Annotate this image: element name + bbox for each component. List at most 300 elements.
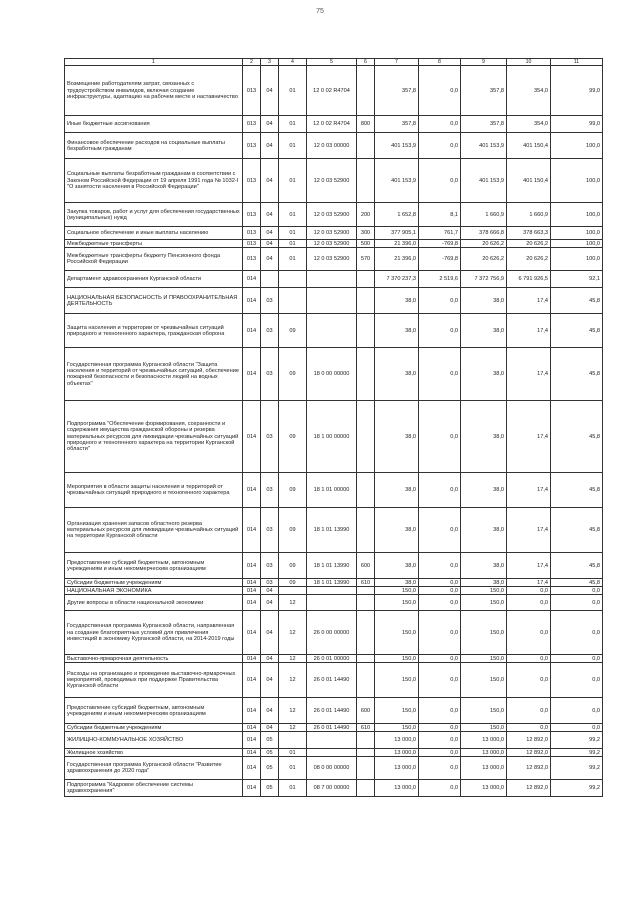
row-value-cell: 12 892,0 bbox=[507, 780, 551, 797]
table-row bbox=[65, 553, 603, 579]
row-value-cell: 0,0 bbox=[551, 587, 603, 595]
row-value-cell: 08 7 00 00000 bbox=[307, 780, 357, 797]
row-value-cell bbox=[357, 288, 375, 314]
row-value-cell: 354,0 bbox=[507, 66, 551, 116]
row-value-cell: 38,0 bbox=[375, 288, 419, 314]
table-row bbox=[65, 780, 603, 797]
row-value-cell: 45,8 bbox=[551, 288, 603, 314]
row-value-cell: 401 153,9 bbox=[375, 133, 419, 159]
row-value-cell: 12 bbox=[279, 724, 307, 732]
row-value-cell: 17,4 bbox=[507, 314, 551, 348]
row-value-cell: 0,0 bbox=[551, 611, 603, 655]
row-value-cell: 12 0 03 00000 bbox=[307, 133, 357, 159]
row-value-cell: 6 791 926,5 bbox=[507, 271, 551, 288]
table-row bbox=[65, 473, 603, 508]
row-value-cell: 26 0 01 14490 bbox=[307, 663, 357, 698]
row-value-cell: 1 660,9 bbox=[461, 203, 507, 227]
row-value-cell: 04 bbox=[261, 611, 279, 655]
row-value-cell: 150,0 bbox=[461, 724, 507, 732]
row-value-cell: 0,0 bbox=[507, 655, 551, 663]
row-value-cell: 01 bbox=[279, 749, 307, 757]
row-name-cell: Социальные выплаты безработным гражданам в соответствии с Законом Российской Федерации от 19 апреля 1991 года № 1032-I "О занятости населения в Российской Федерации" bbox=[65, 159, 243, 203]
row-value-cell: 12 bbox=[279, 655, 307, 663]
row-name-cell: Подпрограмма "Обеспечение формирования, сохранности и содержания имущества гражданской обороны и резерва материальных ресурсов для ликвидации чрезвычайных ситуаций природного и техногенного характера на территории Курганской области" bbox=[65, 401, 243, 473]
row-value-cell: 500 bbox=[357, 240, 375, 248]
row-value-cell bbox=[279, 271, 307, 288]
table-row bbox=[65, 271, 603, 288]
row-name-cell: Межбюджетные трансферты bbox=[65, 240, 243, 248]
row-value-cell: 0,0 bbox=[419, 663, 461, 698]
table-row bbox=[65, 116, 603, 133]
row-value-cell: 150,0 bbox=[375, 587, 419, 595]
row-value-cell: 0,0 bbox=[419, 698, 461, 724]
row-name-cell: Защита населения и территории от чрезвычайных ситуаций природного и техногенного характера, гражданская оборона bbox=[65, 314, 243, 348]
row-value-cell: 38,0 bbox=[461, 473, 507, 508]
row-value-cell: 04 bbox=[261, 655, 279, 663]
table-row bbox=[65, 66, 603, 116]
row-value-cell: 38,0 bbox=[375, 508, 419, 553]
row-value-cell bbox=[307, 271, 357, 288]
row-value-cell: 014 bbox=[243, 288, 261, 314]
row-name-cell: Государственная программа Курганской области "Развитие здравоохранения до 2020 года" bbox=[65, 757, 243, 780]
table-row bbox=[65, 732, 603, 749]
row-name-cell: Выставочно-ярмарочная деятельность bbox=[65, 655, 243, 663]
row-value-cell: 014 bbox=[243, 553, 261, 579]
row-value-cell: 401 150,4 bbox=[507, 133, 551, 159]
row-name-cell: Иные бюджетные ассигнования bbox=[65, 116, 243, 133]
row-value-cell: 99,2 bbox=[551, 757, 603, 780]
row-value-cell: 38,0 bbox=[375, 473, 419, 508]
row-value-cell: 014 bbox=[243, 579, 261, 587]
row-value-cell: 357,8 bbox=[461, 116, 507, 133]
table-row bbox=[65, 757, 603, 780]
row-name-cell: Жилищное хозяйство bbox=[65, 749, 243, 757]
row-value-cell: 013 bbox=[243, 159, 261, 203]
row-value-cell bbox=[357, 473, 375, 508]
row-value-cell: 17,4 bbox=[507, 579, 551, 587]
row-value-cell: 0,0 bbox=[419, 159, 461, 203]
header-cell: 3 bbox=[261, 59, 279, 66]
row-value-cell: 12 0 02 R4704 bbox=[307, 66, 357, 116]
row-value-cell: 05 bbox=[261, 780, 279, 797]
row-value-cell: 99,0 bbox=[551, 66, 603, 116]
row-value-cell: 13 000,0 bbox=[461, 757, 507, 780]
row-value-cell bbox=[357, 587, 375, 595]
row-value-cell: 12 892,0 bbox=[507, 757, 551, 780]
row-value-cell bbox=[357, 66, 375, 116]
row-value-cell: 014 bbox=[243, 724, 261, 732]
header-cell: 8 bbox=[419, 59, 461, 66]
row-value-cell bbox=[357, 401, 375, 473]
row-value-cell: 99,0 bbox=[551, 116, 603, 133]
row-value-cell: 09 bbox=[279, 579, 307, 587]
table-row bbox=[65, 698, 603, 724]
header-cell: 5 bbox=[307, 59, 357, 66]
row-value-cell bbox=[357, 159, 375, 203]
row-value-cell: 04 bbox=[261, 240, 279, 248]
row-value-cell: 04 bbox=[261, 724, 279, 732]
row-value-cell: 38,0 bbox=[461, 348, 507, 401]
row-value-cell: 01 bbox=[279, 227, 307, 240]
row-value-cell: 100,0 bbox=[551, 227, 603, 240]
row-value-cell: 014 bbox=[243, 655, 261, 663]
row-value-cell: 150,0 bbox=[375, 724, 419, 732]
row-value-cell: 150,0 bbox=[461, 587, 507, 595]
row-value-cell bbox=[357, 271, 375, 288]
row-value-cell: 04 bbox=[261, 663, 279, 698]
row-value-cell: 17,4 bbox=[507, 401, 551, 473]
table-row bbox=[65, 159, 603, 203]
row-value-cell: 38,0 bbox=[375, 553, 419, 579]
table-row bbox=[65, 203, 603, 227]
row-value-cell: 12 0 03 52900 bbox=[307, 159, 357, 203]
row-value-cell: 150,0 bbox=[375, 663, 419, 698]
row-value-cell: 04 bbox=[261, 66, 279, 116]
row-value-cell: 45,8 bbox=[551, 553, 603, 579]
page-number: 75 bbox=[316, 8, 324, 15]
row-value-cell: 013 bbox=[243, 133, 261, 159]
row-value-cell: 13 000,0 bbox=[461, 732, 507, 749]
table-row bbox=[65, 749, 603, 757]
row-value-cell: 38,0 bbox=[375, 314, 419, 348]
table-row bbox=[65, 579, 603, 587]
row-value-cell: 04 bbox=[261, 227, 279, 240]
row-value-cell: 013 bbox=[243, 66, 261, 116]
row-value-cell: 0,0 bbox=[419, 116, 461, 133]
table-row bbox=[65, 348, 603, 401]
row-value-cell: 12 0 03 52900 bbox=[307, 227, 357, 240]
row-value-cell: 354,0 bbox=[507, 116, 551, 133]
header-cell: 6 bbox=[357, 59, 375, 66]
row-value-cell: 17,4 bbox=[507, 288, 551, 314]
row-value-cell: 401 150,4 bbox=[507, 159, 551, 203]
row-value-cell: 0,0 bbox=[419, 66, 461, 116]
row-value-cell: 13 000,0 bbox=[375, 757, 419, 780]
row-name-cell: Мероприятия в области защиты населения и территорий от чрезвычайных ситуаций природного и техногенного характера bbox=[65, 473, 243, 508]
row-value-cell: 014 bbox=[243, 749, 261, 757]
row-value-cell: 0,0 bbox=[419, 508, 461, 553]
row-value-cell: 01 bbox=[279, 248, 307, 271]
row-value-cell bbox=[279, 587, 307, 595]
row-value-cell: 014 bbox=[243, 508, 261, 553]
row-value-cell: 12 892,0 bbox=[507, 732, 551, 749]
row-name-cell: Возмещение работодателям затрат, связанных с трудоустройством инвалидов, включая создание инфраструктуры, адаптацию на рабочем месте и наставничество bbox=[65, 66, 243, 116]
row-value-cell: 014 bbox=[243, 611, 261, 655]
row-value-cell: 610 bbox=[357, 724, 375, 732]
row-value-cell: 13 000,0 bbox=[461, 749, 507, 757]
row-value-cell: 38,0 bbox=[375, 401, 419, 473]
row-value-cell: 150,0 bbox=[461, 611, 507, 655]
row-value-cell: 0,0 bbox=[551, 698, 603, 724]
row-value-cell: 013 bbox=[243, 203, 261, 227]
row-name-cell: Субсидии бюджетным учреждениям bbox=[65, 579, 243, 587]
row-value-cell: 04 bbox=[261, 595, 279, 611]
row-value-cell bbox=[357, 348, 375, 401]
row-value-cell: 0,0 bbox=[419, 473, 461, 508]
row-value-cell: 38,0 bbox=[375, 579, 419, 587]
row-value-cell: 200 bbox=[357, 203, 375, 227]
row-value-cell: 0,0 bbox=[419, 587, 461, 595]
row-value-cell: 300 bbox=[357, 227, 375, 240]
row-value-cell: 03 bbox=[261, 473, 279, 508]
row-value-cell: 20 626,2 bbox=[507, 240, 551, 248]
row-value-cell: 150,0 bbox=[461, 655, 507, 663]
header-cell: 10 bbox=[507, 59, 551, 66]
row-name-cell: ЖИЛИЩНО-КОММУНАЛЬНОЕ ХОЗЯЙСТВО bbox=[65, 732, 243, 749]
row-value-cell: 03 bbox=[261, 553, 279, 579]
row-value-cell: 18 0 00 00000 bbox=[307, 348, 357, 401]
row-value-cell: 0,0 bbox=[507, 595, 551, 611]
row-value-cell: 761,7 bbox=[419, 227, 461, 240]
row-value-cell bbox=[357, 732, 375, 749]
row-value-cell: 0,0 bbox=[419, 133, 461, 159]
table-row bbox=[65, 611, 603, 655]
row-value-cell: 12 bbox=[279, 595, 307, 611]
row-value-cell: 99,2 bbox=[551, 732, 603, 749]
table-row bbox=[65, 133, 603, 159]
row-value-cell: 03 bbox=[261, 508, 279, 553]
row-value-cell: 378 663,3 bbox=[507, 227, 551, 240]
row-name-cell: НАЦИОНАЛЬНАЯ ЭКОНОМИКА bbox=[65, 587, 243, 595]
row-value-cell: 17,4 bbox=[507, 508, 551, 553]
row-value-cell: 7 372 756,9 bbox=[461, 271, 507, 288]
row-value-cell: 014 bbox=[243, 732, 261, 749]
row-value-cell: 04 bbox=[261, 159, 279, 203]
row-value-cell: 12 bbox=[279, 663, 307, 698]
row-value-cell: 401 153,9 bbox=[461, 159, 507, 203]
row-value-cell: 014 bbox=[243, 663, 261, 698]
row-value-cell: 600 bbox=[357, 553, 375, 579]
row-value-cell bbox=[357, 663, 375, 698]
row-name-cell: Субсидии бюджетным учреждениям bbox=[65, 724, 243, 732]
row-value-cell: 357,8 bbox=[375, 66, 419, 116]
row-value-cell bbox=[357, 508, 375, 553]
row-value-cell: 100,0 bbox=[551, 240, 603, 248]
row-value-cell: 1 660,9 bbox=[507, 203, 551, 227]
row-value-cell: 12 0 02 R4704 bbox=[307, 116, 357, 133]
row-value-cell: 01 bbox=[279, 66, 307, 116]
row-value-cell: 013 bbox=[243, 248, 261, 271]
row-value-cell: 45,8 bbox=[551, 579, 603, 587]
table-row bbox=[65, 724, 603, 732]
row-value-cell: -769,8 bbox=[419, 240, 461, 248]
row-value-cell: 014 bbox=[243, 698, 261, 724]
row-name-cell: Другие вопросы в области национальной экономики bbox=[65, 595, 243, 611]
row-value-cell: 100,0 bbox=[551, 248, 603, 271]
row-value-cell: 2 519,6 bbox=[419, 271, 461, 288]
row-value-cell: 100,0 bbox=[551, 203, 603, 227]
row-value-cell: 45,8 bbox=[551, 401, 603, 473]
row-value-cell: 0,0 bbox=[551, 724, 603, 732]
row-value-cell: 100,0 bbox=[551, 159, 603, 203]
row-value-cell: 04 bbox=[261, 587, 279, 595]
row-value-cell: 09 bbox=[279, 508, 307, 553]
row-value-cell: 12 0 03 52900 bbox=[307, 248, 357, 271]
row-value-cell: 38,0 bbox=[375, 348, 419, 401]
row-name-cell: Организация хранения запасов областного резерва материальных ресурсов для ликвидации чрезвычайных ситуаций на территории Курганской области bbox=[65, 508, 243, 553]
row-value-cell: 38,0 bbox=[461, 314, 507, 348]
row-value-cell: 04 bbox=[261, 116, 279, 133]
row-value-cell: 92,1 bbox=[551, 271, 603, 288]
row-value-cell: 0,0 bbox=[419, 553, 461, 579]
row-value-cell: 100,0 bbox=[551, 133, 603, 159]
row-value-cell: 0,0 bbox=[419, 611, 461, 655]
row-value-cell: 014 bbox=[243, 271, 261, 288]
row-value-cell: 150,0 bbox=[461, 595, 507, 611]
row-value-cell: 013 bbox=[243, 240, 261, 248]
row-value-cell: 20 626,2 bbox=[507, 248, 551, 271]
row-value-cell: 38,0 bbox=[461, 553, 507, 579]
row-value-cell: 600 bbox=[357, 698, 375, 724]
row-value-cell bbox=[307, 288, 357, 314]
header-cell: 2 bbox=[243, 59, 261, 66]
row-name-cell: Закупка товаров, работ и услуг для обеспечения государственных (муниципальных) нужд bbox=[65, 203, 243, 227]
row-value-cell: 09 bbox=[279, 401, 307, 473]
row-value-cell: 18 1 00 00000 bbox=[307, 401, 357, 473]
row-value-cell: 014 bbox=[243, 595, 261, 611]
row-value-cell bbox=[357, 611, 375, 655]
row-value-cell: 014 bbox=[243, 348, 261, 401]
row-value-cell: 12 bbox=[279, 698, 307, 724]
row-value-cell: 03 bbox=[261, 288, 279, 314]
table-row bbox=[65, 663, 603, 698]
row-value-cell: 8,1 bbox=[419, 203, 461, 227]
row-value-cell: 05 bbox=[261, 757, 279, 780]
row-name-cell: Предоставление субсидий бюджетным, автономным учреждениям и иным некоммерческим организациям bbox=[65, 698, 243, 724]
row-value-cell bbox=[307, 749, 357, 757]
row-value-cell: 1 652,8 bbox=[375, 203, 419, 227]
row-value-cell: 150,0 bbox=[375, 611, 419, 655]
row-value-cell: 20 626,2 bbox=[461, 240, 507, 248]
row-value-cell: 013 bbox=[243, 227, 261, 240]
row-value-cell: 38,0 bbox=[461, 508, 507, 553]
row-value-cell: 150,0 bbox=[461, 698, 507, 724]
row-value-cell: 18 1 01 13990 bbox=[307, 579, 357, 587]
row-value-cell: 0,0 bbox=[507, 724, 551, 732]
row-value-cell: 26 0 01 14490 bbox=[307, 724, 357, 732]
table-row bbox=[65, 595, 603, 611]
row-value-cell: 377 905,1 bbox=[375, 227, 419, 240]
header-cell: 1 bbox=[65, 59, 243, 66]
row-value-cell: 150,0 bbox=[375, 655, 419, 663]
row-value-cell: 99,2 bbox=[551, 749, 603, 757]
row-value-cell: 357,8 bbox=[375, 116, 419, 133]
row-value-cell: 18 1 01 13990 bbox=[307, 553, 357, 579]
row-value-cell bbox=[261, 271, 279, 288]
row-value-cell bbox=[357, 780, 375, 797]
table-row bbox=[65, 314, 603, 348]
row-value-cell: 18 1 01 00000 bbox=[307, 473, 357, 508]
row-value-cell: 20 626,2 bbox=[461, 248, 507, 271]
row-value-cell: 01 bbox=[279, 780, 307, 797]
row-value-cell: 38,0 bbox=[461, 401, 507, 473]
row-value-cell: 12 0 03 52900 bbox=[307, 203, 357, 227]
row-value-cell: 0,0 bbox=[419, 288, 461, 314]
row-value-cell: 18 1 01 13990 bbox=[307, 508, 357, 553]
table-row bbox=[65, 655, 603, 663]
row-value-cell: 03 bbox=[261, 401, 279, 473]
row-value-cell: 0,0 bbox=[507, 611, 551, 655]
row-name-cell: Межбюджетные трансферты бюджету Пенсионного фонда Российской Федерации bbox=[65, 248, 243, 271]
row-value-cell: 150,0 bbox=[375, 698, 419, 724]
row-name-cell: Государственная программа Курганской области, направленная на создание благоприятных условий для привлечения инвестиций в экономику Курганской области, на 2014-2019 годы bbox=[65, 611, 243, 655]
row-value-cell: 0,0 bbox=[419, 780, 461, 797]
table-row bbox=[65, 587, 603, 595]
row-value-cell: 03 bbox=[261, 314, 279, 348]
row-value-cell: 04 bbox=[261, 698, 279, 724]
row-value-cell: 26 0 01 00000 bbox=[307, 655, 357, 663]
row-name-cell: НАЦИОНАЛЬНАЯ БЕЗОПАСНОСТЬ И ПРАВООХРАНИТЕЛЬНАЯ ДЕЯТЕЛЬНОСТЬ bbox=[65, 288, 243, 314]
row-value-cell bbox=[279, 288, 307, 314]
row-value-cell bbox=[357, 757, 375, 780]
row-value-cell bbox=[357, 655, 375, 663]
row-name-cell: Государственная программа Курганской области "Защита населения и территорий от чрезвычайных ситуаций, обеспечение пожарной безопасности и безопасности людей на водных объектах" bbox=[65, 348, 243, 401]
row-value-cell: 0,0 bbox=[419, 314, 461, 348]
row-value-cell: 0,0 bbox=[551, 663, 603, 698]
row-value-cell: 01 bbox=[279, 240, 307, 248]
row-value-cell: 01 bbox=[279, 133, 307, 159]
table-row bbox=[65, 288, 603, 314]
table-row bbox=[65, 240, 603, 248]
row-value-cell: 357,8 bbox=[461, 66, 507, 116]
row-value-cell: 01 bbox=[279, 159, 307, 203]
row-value-cell: 13 000,0 bbox=[375, 780, 419, 797]
row-value-cell: 800 bbox=[357, 116, 375, 133]
row-value-cell: 013 bbox=[243, 116, 261, 133]
row-value-cell: 01 bbox=[279, 203, 307, 227]
row-value-cell: 0,0 bbox=[419, 724, 461, 732]
budget-table bbox=[64, 58, 603, 797]
row-value-cell bbox=[357, 749, 375, 757]
row-value-cell: 0,0 bbox=[507, 663, 551, 698]
row-name-cell: Социальное обеспечение и иные выплаты населению bbox=[65, 227, 243, 240]
row-value-cell: 45,8 bbox=[551, 314, 603, 348]
row-value-cell: 09 bbox=[279, 348, 307, 401]
row-value-cell bbox=[357, 314, 375, 348]
row-value-cell: 17,4 bbox=[507, 348, 551, 401]
row-value-cell: 0,0 bbox=[419, 732, 461, 749]
row-value-cell bbox=[307, 314, 357, 348]
row-value-cell: 01 bbox=[279, 116, 307, 133]
row-value-cell: 38,0 bbox=[461, 288, 507, 314]
row-value-cell: 0,0 bbox=[419, 579, 461, 587]
row-value-cell: 014 bbox=[243, 401, 261, 473]
row-value-cell: 13 000,0 bbox=[375, 749, 419, 757]
row-value-cell: 0,0 bbox=[419, 348, 461, 401]
row-value-cell: 0,0 bbox=[419, 595, 461, 611]
table-row bbox=[65, 508, 603, 553]
row-value-cell: 45,8 bbox=[551, 473, 603, 508]
row-value-cell: 0,0 bbox=[551, 655, 603, 663]
row-value-cell bbox=[307, 587, 357, 595]
header-cell: 7 bbox=[375, 59, 419, 66]
row-value-cell: 99,2 bbox=[551, 780, 603, 797]
row-value-cell: 014 bbox=[243, 314, 261, 348]
header-cell: 9 bbox=[461, 59, 507, 66]
row-value-cell: 21 396,0 bbox=[375, 240, 419, 248]
row-value-cell: 12 bbox=[279, 611, 307, 655]
row-value-cell: -769,8 bbox=[419, 248, 461, 271]
row-name-cell: Финансовое обеспечение расходов на социальные выплаты безработным гражданам bbox=[65, 133, 243, 159]
row-value-cell: 45,8 bbox=[551, 348, 603, 401]
row-value-cell: 08 0 00 00000 bbox=[307, 757, 357, 780]
row-value-cell: 26 0 01 14490 bbox=[307, 698, 357, 724]
row-value-cell: 014 bbox=[243, 473, 261, 508]
row-value-cell: 610 bbox=[357, 579, 375, 587]
table-row bbox=[65, 401, 603, 473]
row-value-cell: 12 0 03 52900 bbox=[307, 240, 357, 248]
row-value-cell: 09 bbox=[279, 553, 307, 579]
